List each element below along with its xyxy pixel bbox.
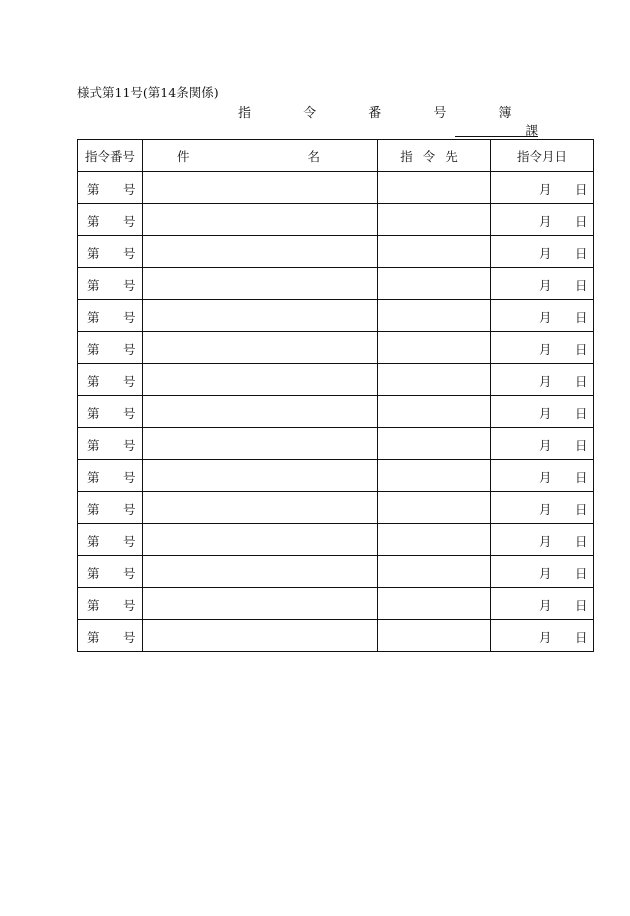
destination-cell[interactable]	[378, 524, 491, 556]
subject-cell[interactable]	[143, 492, 378, 524]
month-label: 月	[539, 598, 552, 613]
number-cell[interactable]	[78, 588, 143, 620]
destination-cell[interactable]	[378, 204, 491, 236]
number-prefix: 第	[87, 214, 100, 229]
month-label: 月	[539, 310, 552, 325]
number-suffix: 号	[123, 246, 136, 261]
table-row	[78, 332, 594, 364]
header-row	[78, 140, 594, 172]
date-cell[interactable]	[491, 396, 594, 428]
day-label: 日	[575, 342, 588, 357]
day-label: 日	[575, 566, 588, 581]
number-suffix: 号	[123, 502, 136, 517]
month-label: 月	[539, 438, 552, 453]
table-row	[78, 300, 594, 332]
subject-cell[interactable]	[143, 204, 378, 236]
destination-cell[interactable]	[378, 364, 491, 396]
table-row	[78, 556, 594, 588]
subject-cell[interactable]	[143, 172, 378, 204]
number-suffix: 号	[123, 598, 136, 613]
date-cell[interactable]	[491, 492, 594, 524]
document-title: 指 令 番 号 簿	[238, 106, 536, 121]
department-label: 課	[525, 123, 538, 138]
day-label: 日	[575, 630, 588, 645]
number-cell[interactable]	[78, 556, 143, 588]
table-row	[78, 172, 594, 204]
month-label: 月	[539, 278, 552, 293]
number-prefix: 第	[87, 630, 100, 645]
number-cell[interactable]	[78, 524, 143, 556]
month-label: 月	[539, 342, 552, 357]
subject-cell[interactable]	[143, 428, 378, 460]
number-prefix: 第	[87, 534, 100, 549]
month-label: 月	[539, 630, 552, 645]
destination-cell[interactable]	[378, 588, 491, 620]
number-suffix: 号	[123, 406, 136, 421]
month-label: 月	[539, 214, 552, 229]
month-label: 月	[539, 182, 552, 197]
number-prefix: 第	[87, 246, 100, 261]
number-cell[interactable]	[78, 428, 143, 460]
table-row	[78, 268, 594, 300]
subject-cell[interactable]	[143, 460, 378, 492]
day-label: 日	[575, 278, 588, 293]
column-header-date: 指令月日	[491, 140, 594, 172]
number-suffix: 号	[123, 630, 136, 645]
table-row	[78, 492, 594, 524]
subject-cell[interactable]	[143, 236, 378, 268]
number-suffix: 号	[123, 470, 136, 485]
subject-cell[interactable]	[143, 364, 378, 396]
table-row	[78, 428, 594, 460]
day-label: 日	[575, 406, 588, 421]
number-prefix: 第	[87, 310, 100, 325]
table-row	[78, 204, 594, 236]
date-cell[interactable]	[491, 588, 594, 620]
table-row	[78, 524, 594, 556]
destination-cell[interactable]	[378, 492, 491, 524]
destination-cell[interactable]	[378, 268, 491, 300]
department-field[interactable]	[455, 122, 538, 137]
table-row	[78, 620, 594, 652]
destination-cell[interactable]	[378, 332, 491, 364]
number-prefix: 第	[87, 278, 100, 293]
day-label: 日	[575, 374, 588, 389]
number-prefix: 第	[87, 598, 100, 613]
destination-cell[interactable]	[378, 460, 491, 492]
number-cell[interactable]	[78, 364, 143, 396]
column-header-subject	[143, 140, 378, 172]
number-cell[interactable]	[78, 332, 143, 364]
number-suffix: 号	[123, 278, 136, 293]
subject-cell[interactable]	[143, 268, 378, 300]
destination-cell[interactable]	[378, 236, 491, 268]
number-suffix: 号	[123, 214, 136, 229]
table-row	[78, 460, 594, 492]
register-table	[77, 139, 594, 652]
date-cell[interactable]	[491, 172, 594, 204]
destination-cell[interactable]	[378, 172, 491, 204]
date-cell[interactable]	[491, 332, 594, 364]
date-cell[interactable]	[491, 428, 594, 460]
number-prefix: 第	[87, 438, 100, 453]
subject-cell[interactable]	[143, 588, 378, 620]
date-cell[interactable]	[491, 204, 594, 236]
date-cell[interactable]	[491, 460, 594, 492]
subject-cell[interactable]	[143, 556, 378, 588]
month-label: 月	[539, 374, 552, 389]
form-reference: 様式第11号(第14条関係)	[77, 85, 219, 100]
number-suffix: 号	[123, 310, 136, 325]
number-cell[interactable]	[78, 236, 143, 268]
month-label: 月	[539, 406, 552, 421]
date-cell[interactable]	[491, 620, 594, 652]
month-label: 月	[539, 246, 552, 261]
number-suffix: 号	[123, 374, 136, 389]
month-label: 月	[539, 566, 552, 581]
number-prefix: 第	[87, 470, 100, 485]
column-header-number: 指令番号	[78, 140, 143, 172]
date-cell[interactable]	[491, 524, 594, 556]
table-row	[78, 236, 594, 268]
number-cell[interactable]	[78, 204, 143, 236]
destination-cell[interactable]	[378, 620, 491, 652]
number-suffix: 号	[123, 566, 136, 581]
subject-cell[interactable]	[143, 524, 378, 556]
column-header-destination: 指令先	[378, 140, 491, 172]
number-prefix: 第	[87, 566, 100, 581]
date-cell[interactable]	[491, 300, 594, 332]
date-cell[interactable]	[491, 556, 594, 588]
day-label: 日	[575, 182, 588, 197]
number-cell[interactable]	[78, 268, 143, 300]
month-label: 月	[539, 534, 552, 549]
date-cell[interactable]	[491, 236, 594, 268]
day-label: 日	[575, 438, 588, 453]
destination-cell[interactable]	[378, 556, 491, 588]
destination-cell[interactable]	[378, 428, 491, 460]
number-suffix: 号	[123, 534, 136, 549]
day-label: 日	[575, 214, 588, 229]
subject-cell[interactable]	[143, 300, 378, 332]
table-row	[78, 588, 594, 620]
table-row	[78, 364, 594, 396]
day-label: 日	[575, 598, 588, 613]
number-prefix: 第	[87, 374, 100, 389]
day-label: 日	[575, 470, 588, 485]
table-row	[78, 396, 594, 428]
date-cell[interactable]	[491, 268, 594, 300]
number-cell[interactable]	[78, 620, 143, 652]
date-cell[interactable]	[491, 364, 594, 396]
number-cell[interactable]	[78, 492, 143, 524]
destination-cell[interactable]	[378, 300, 491, 332]
column-header-subject-a: 件	[177, 148, 190, 164]
number-suffix: 号	[123, 342, 136, 357]
number-cell[interactable]	[78, 300, 143, 332]
number-prefix: 第	[87, 502, 100, 517]
subject-cell[interactable]	[143, 332, 378, 364]
day-label: 日	[575, 502, 588, 517]
month-label: 月	[539, 470, 552, 485]
number-cell[interactable]	[78, 460, 143, 492]
number-suffix: 号	[123, 182, 136, 197]
number-cell[interactable]	[78, 396, 143, 428]
number-prefix: 第	[87, 342, 100, 357]
subject-cell[interactable]	[143, 396, 378, 428]
day-label: 日	[575, 534, 588, 549]
number-prefix: 第	[87, 182, 100, 197]
day-label: 日	[575, 246, 588, 261]
month-label: 月	[539, 502, 552, 517]
number-suffix: 号	[123, 438, 136, 453]
number-cell[interactable]	[78, 172, 143, 204]
destination-cell[interactable]	[378, 396, 491, 428]
column-header-subject-b: 名	[307, 148, 321, 164]
subject-cell[interactable]	[143, 620, 378, 652]
number-prefix: 第	[87, 406, 100, 421]
day-label: 日	[575, 310, 588, 325]
